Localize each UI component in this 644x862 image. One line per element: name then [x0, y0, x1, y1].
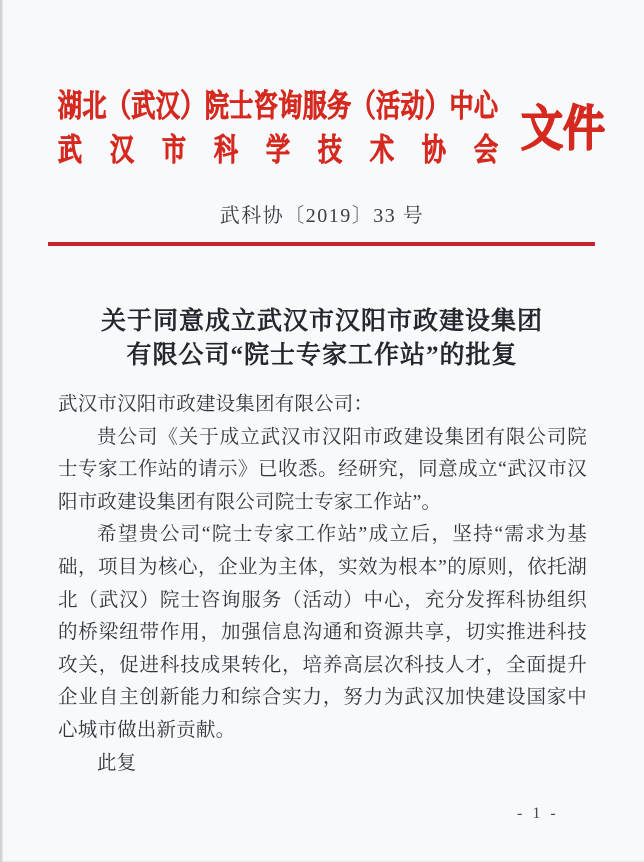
- doc-number: 武科协〔2019〕33 号: [219, 205, 425, 227]
- title-line2: 有限公司“院士专家工作站”的批复: [126, 341, 518, 369]
- scan-edge-left: [0, 0, 3, 862]
- closing-phrase: 此复: [97, 752, 137, 774]
- body-paragraph-1: 贵公司《关于成立武汉市汉阳市政建设集团有限公司院士专家工作站的请示》已收悉。经研究，同意成立“武汉市汉阳市政建设集团有限公司院士专家工作站”。: [58, 426, 587, 513]
- title-line1: 关于同意成立武汉市汉阳市政建设集团: [100, 308, 543, 335]
- body-paragraph-2: 希望贵公司“院士专家工作站”成立后，坚持“需求为基础，项目为核心，企业为主体，实效为根本”的原则，依托湖北（武汉）院士咨询服务（活动）中心，充分发挥科协组织的桥梁纽带作用，加强信息沟通和资源共享，切实推进科技攻关，促进科技成果转化，培养高层次科技人才，全面提升企业自主创新能力和综合实力，努力为武汉加快建设国家中心城市做出新贡献。: [58, 524, 587, 741]
- letterhead-org-line1: 湖北（武汉）院士咨询服务（活动）中心: [58, 90, 498, 125]
- letterhead-doc-type-label: 文件: [521, 103, 606, 157]
- page-number: - 1 -: [517, 805, 559, 822]
- letterhead-org-line2: 武汉市科学技术协会: [58, 134, 498, 169]
- document-body: [58, 389, 587, 780]
- red-divider-line: [48, 242, 595, 246]
- document-title: [0, 305, 644, 372]
- salutation: 武汉市汉阳市政建设集团有限公司：: [58, 394, 374, 415]
